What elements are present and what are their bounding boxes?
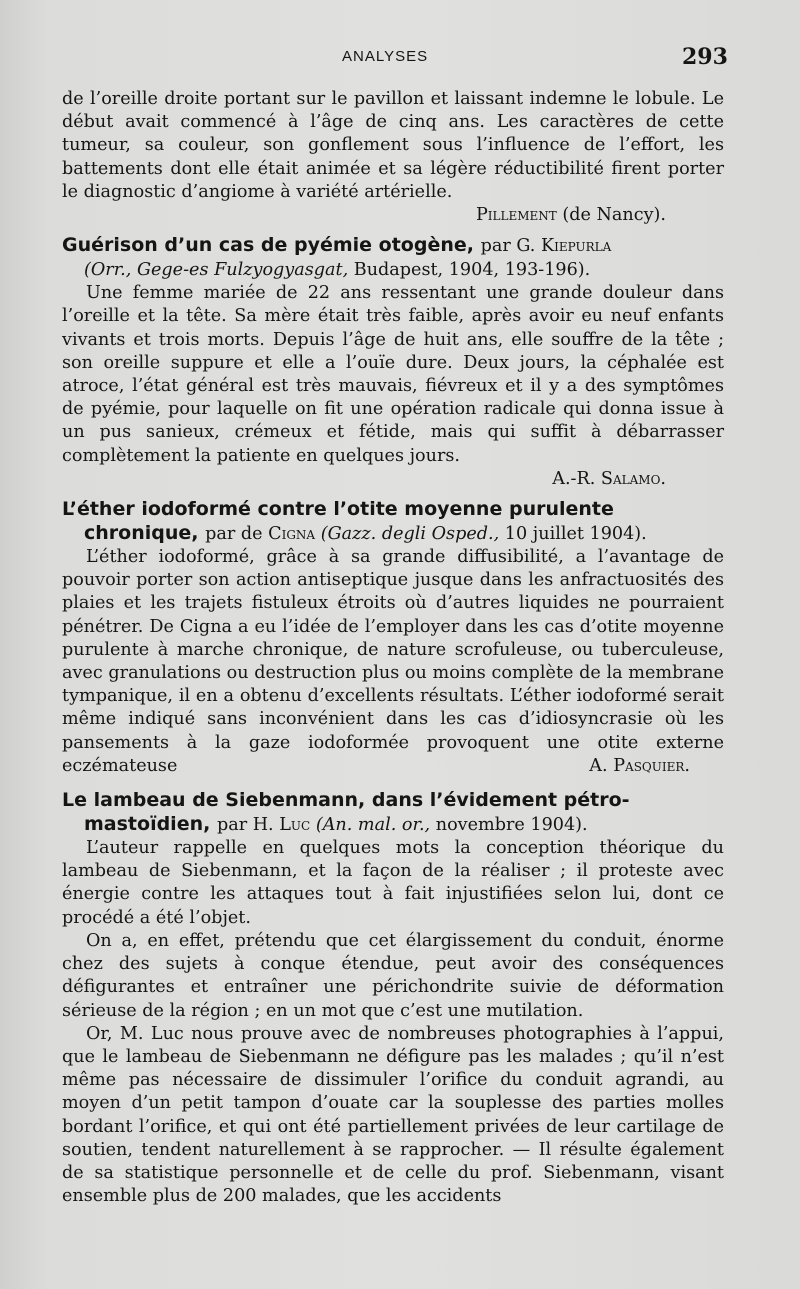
article2-title-line2-wrap — [62, 521, 724, 546]
article2-paragraph — [62, 546, 724, 778]
article3-paragraph-3: Or, M. Luc nous prouve avec de nombreuses photographies à l’appui, que le lambeau de Siebenmann ne défigure pas les malades ; qu’il n’est même pas nécessaire de dissimuler l’orifice du conduit agrandi, au moyen d’un petit tampon d’ouate car la souplesse des parties molles bordant l’orifice, et qui ont été partiellement privées de leur cartilage de soutien, tendent naturellement à se rapprocher. — Il résulte également de sa statistique personnelle et de celle du prof. Siebenmann, visant ensemble plus de 200 malades, que les accidents — [62, 1023, 724, 1207]
article3-paragraph-1: L’auteur rappelle en quelques mots la conception théorique du lambeau de Siebenmann, et la façon de la réaliser ; il proteste avec énergie contre les attaques tout à fait injustifiées selon lui, dont ce procédé a été l’objet. — [62, 838, 724, 928]
article1-signature — [62, 468, 666, 491]
article1-byline — [481, 236, 612, 256]
article1-source-rest: Budapest, 1904, 193-196). — [353, 260, 591, 281]
article1-source — [62, 258, 724, 282]
article3-title — [62, 788, 724, 837]
article2-by: par de — [205, 524, 263, 545]
article3-author: Luc — [279, 815, 311, 836]
article3-source-journal: (An. mal. or., — [315, 815, 431, 836]
article1-title-text: Guérison d’un cas de pyémie otogène, — [62, 234, 474, 257]
article1-paragraph: Une femme mariée de 22 ans ressentant une grande douleur dans l’oreille et la tête. Sa mère était très faible, après avoir eu neuf enfants vivants et trois morts. Depuis l’âge de huit ans, elle souffre de la tête ; son oreille suppure et elle a l’ouïe dure. Deux jours, la céphalée est atroce, l’état général est très mauvais, fiévreux et il y a des symptômes de pyémie, pour laquelle on fit une opération radicale qui donna issue à un pus sanieux, crémeux et fétide, mais qui suffit à débarrasser complètement la patiente en quelques jours. — [62, 283, 724, 466]
article3-paragraph-2: On a, en effet, prétendu que cet élargissement du conduit, énorme chez des sujets à conque étendue, peut avoir des conséquences défigurantes et entraîner une périchondrite suivie de déformation sérieuse de la région ; en un mot que c’est une mutilation. — [62, 930, 724, 1021]
article2-paragraph-text: L’éther iodoformé, grâce à sa grande diffusibilité, a l’avantage de pouvoir porter son action antiseptique jusque dans les anfractuosités des plaies et les trajets fistuleux étroits où d’autres liquides ne pourraient pénétrer. De Cigna a eu l’idée de l’employer dans les cas d’otite moyenne purulente à marche chronique, de nature scrofuleuse, ou tuberculeuse, avec granulations ou destruction plus ou moins complète de la membrane tympanique, il en a obtenu d’excellents résultats. L’éther iodoformé serait même indiqué sans inconvénient dans les cas d’idiosyncrasie où les pansements à la gaze iodoformée provoquent une otite externe eczémateuse — [62, 547, 724, 776]
intro-paragraph: de l’oreille droite portant sur le pavillon et laissant indemne le lobule. Le début avait commencé à l’âge de cinq ans. Les caractères de cette tumeur, sa couleur, son gonflement sous l’influence de l’effort, les battements dont elle était animée et sa légère réductibilité firent porter le diagnostic d’angiome à variété artérielle. — [62, 89, 724, 202]
intro-signature-place: (de Nancy). — [562, 205, 666, 226]
article3-source-rest: novembre 1904). — [435, 815, 588, 836]
article1-author: Kiepurla — [540, 236, 612, 257]
article1-title — [62, 233, 724, 282]
article2-title-line2: chronique, — [84, 522, 199, 545]
article2-byline — [205, 524, 647, 544]
article3-title-line2: mastoïdien, — [84, 813, 211, 836]
article2-signature: A. Pasquier. — [589, 755, 690, 776]
article2-author: Cigna — [268, 524, 316, 545]
body-text — [62, 88, 724, 1208]
intro-signature — [62, 204, 666, 227]
article1-signature-text: A.-R. Salamo. — [552, 468, 666, 489]
article2-title — [62, 497, 724, 546]
intro-signature-name: Pillement — [475, 205, 557, 226]
article1-source-journal: (Orr., Gege-es Fulzyogyasgat, — [84, 260, 349, 281]
page-number: 293 — [682, 44, 728, 70]
article3-by: par H. — [216, 815, 274, 836]
article3-byline — [217, 815, 588, 835]
article1-by: par G. — [480, 236, 536, 257]
article3-title-line1: Le lambeau de Siebenmann, dans l’évidement pétro- — [62, 789, 630, 812]
article2-title-line1: L’éther iodoformé contre l’otite moyenne purulente — [62, 498, 614, 521]
article2-source-rest: 10 juillet 1904). — [504, 524, 647, 545]
running-head: ANALYSES — [342, 48, 429, 65]
article2-source-journal: (Gazz. degli Osped., — [320, 524, 500, 545]
page-header — [0, 44, 800, 76]
article3-title-line2-wrap — [62, 812, 724, 837]
